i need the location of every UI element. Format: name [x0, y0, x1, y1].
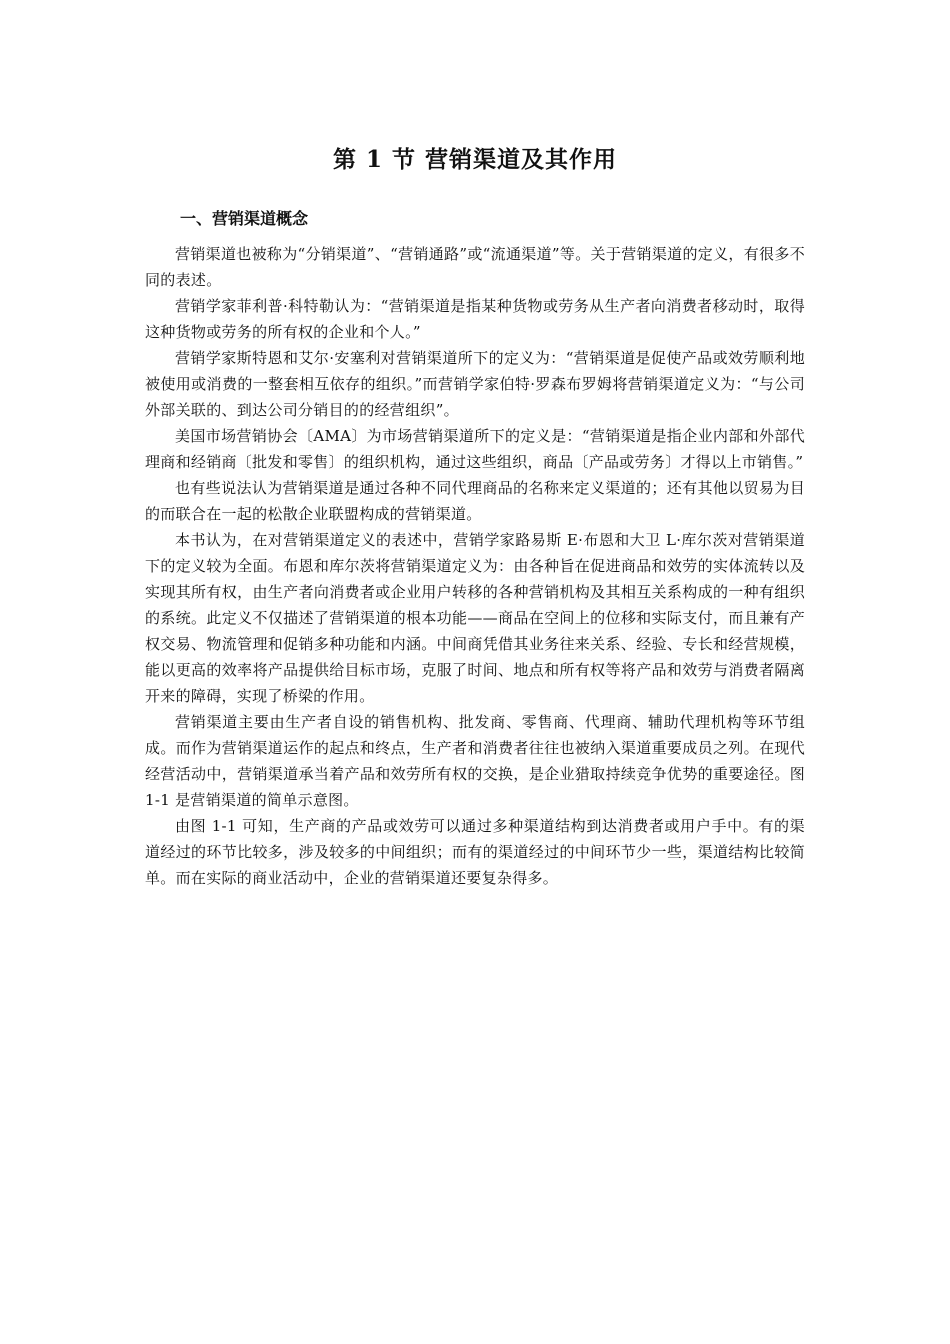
paragraph: 营销学家菲利普·科特勒认为：“营销渠道是指某种货物或劳务从生产者向消费者移动时，取得这种货物或劳务的所有权的企业和个人。”	[145, 297, 805, 341]
body-text	[145, 241, 805, 891]
page-title: 第 1 节 营销渠道及其作用	[332, 146, 618, 173]
paragraph: 营销渠道也被称为“分销渠道”、“营销通路”或“流通渠道”等。关于营销渠道的定义，有很多不同的表述。	[145, 245, 805, 289]
paragraph: 营销学家斯特恩和艾尔·安塞利对营销渠道所下的定义为：“营销渠道是促使产品或效劳顺利地被使用或消费的一整套相互依存的组织。”而营销学家伯特·罗森布罗姆将营销渠道定义为：“与公司外部关联的、到达公司分销目的的经营组织”。	[145, 349, 805, 419]
section-heading: 一、营销渠道概念	[180, 209, 309, 228]
paragraph: 营销渠道主要由生产者自设的销售机构、批发商、零售商、代理商、辅助代理机构等环节组成。而作为营销渠道运作的起点和终点，生产者和消费者往往也被纳入渠道重要成员之列。在现代经营活动中，营销渠道承当着产品和效劳所有权的交换，是企业猎取持续竞争优势的重要途径。图 1-1 是营销渠道的简单示意图。	[145, 713, 805, 809]
paragraph: 也有些说法认为营销渠道是通过各种不同代理商品的名称来定义渠道的；还有其他以贸易为目的而联合在一起的松散企业联盟构成的营销渠道。	[145, 479, 805, 523]
paragraph: 美国市场营销协会〔AMA〕为市场营销渠道所下的定义是：“营销渠道是指企业内部和外部代理商和经销商〔批发和零售〕的组织机构，通过这些组织，商品〔产品或劳务〕才得以上市销售。”	[145, 427, 805, 471]
paragraph: 本书认为，在对营销渠道定义的表述中，营销学家路易斯 E·布恩和大卫 L·库尔茨对营销渠道下的定义较为全面。布恩和库尔茨将营销渠道定义为：由各种旨在促进商品和效劳的实体流转以及实现其所有权，由生产者向消费者或企业用户转移的各种营销机构及其相互关系构成的一种有组织的系统。此定义不仅描述了营销渠道的根本功能——商品在空间上的位移和实际支付，而且兼有产权交易、物流管理和促销多种功能和内涵。中间商凭借其业务往来关系、经验、专长和经营规模，能以更高的效率将产品提供给目标市场，克服了时间、地点和所有权等将产品和效劳与消费者隔离开来的障碍，实现了桥梁的作用。	[145, 531, 805, 705]
paragraph: 由图 1-1 可知，生产商的产品或效劳可以通过多种渠道结构到达消费者或用户手中。有的渠道经过的环节比较多，涉及较多的中间组织；而有的渠道经过的中间环节少一些，渠道结构比较简单。而在实际的商业活动中，企业的营销渠道还要复杂得多。	[145, 817, 805, 887]
